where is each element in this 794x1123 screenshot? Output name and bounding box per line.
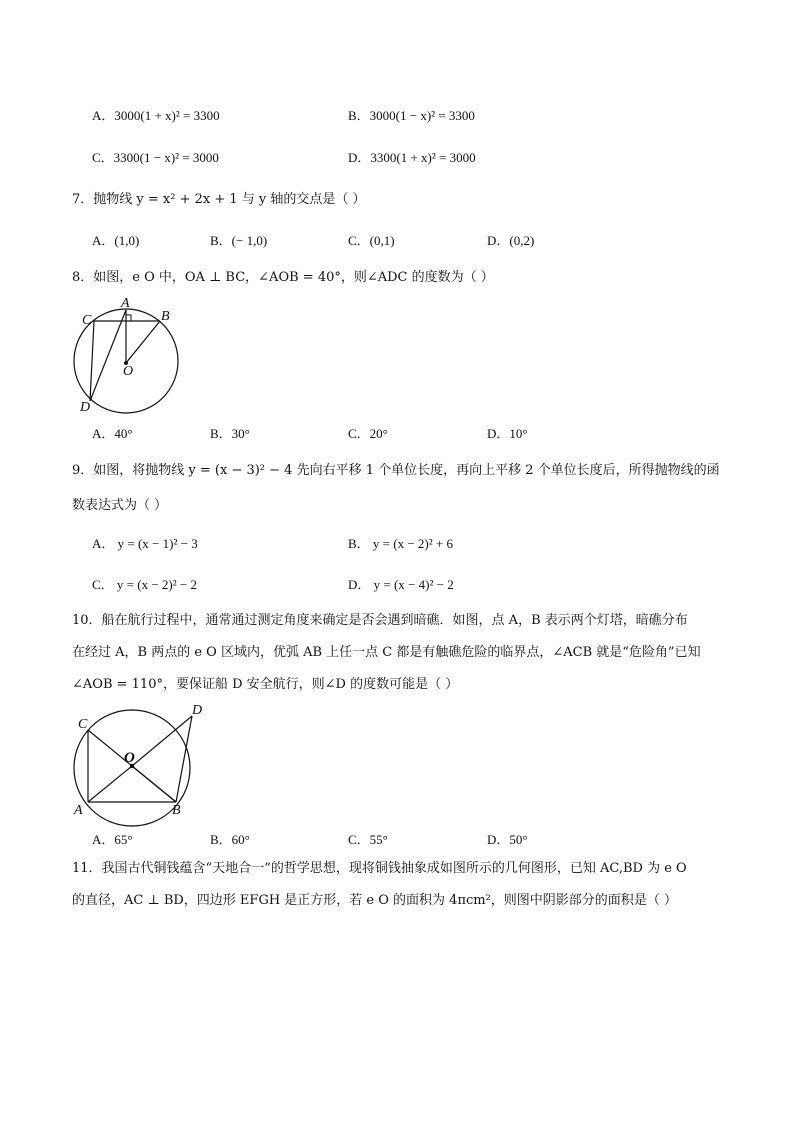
- q8-label-d: D: [80, 400, 91, 415]
- q6-option-a: A．3000(1 + x)² = 3300: [92, 108, 220, 123]
- q8-stem: 8．如图，e O 中，OA ⊥ BC，∠AOB = 40°，则∠ADC 的度数为（ ）: [72, 270, 494, 285]
- q10-option-d: D．50°: [487, 832, 528, 847]
- q10-label-o: O: [124, 750, 135, 766]
- q10-segment-ao: [88, 766, 132, 802]
- q6-option-c: C．3300(1 − x)² = 3000: [92, 150, 219, 165]
- q7-option-c: C．(0,1): [348, 233, 395, 248]
- q10-label-d: D: [192, 703, 203, 718]
- q8-option-a: A．40°: [92, 426, 133, 441]
- q9-stem-line2: 数表达式为（ ）: [72, 498, 168, 513]
- q9-option-a: A． y = (x − 1)² − 3: [92, 536, 198, 551]
- q9-option-b: B． y = (x − 2)² + 6: [348, 536, 453, 551]
- q8-segment-ad: [90, 310, 126, 401]
- q10-line2: 在经过 A，B 两点的 e O 区域内，优弧 AB 上任一点 C 都是有触礁危险的临界点，∠ACB 就是“危险角”已知: [72, 645, 701, 660]
- q10-label-b: B: [172, 803, 181, 818]
- q10-option-c: C．55°: [348, 832, 388, 847]
- q7-option-a: A．(1,0): [92, 233, 140, 248]
- q10-line1: 10．船在航行过程中，通常通过测定角度来确定是否会遇到暗礁．如图，点 A，B 表示两个灯塔，暗礁分布: [72, 613, 688, 628]
- q9-stem-line1: 9．如图，将抛物线 y = (x − 3)² − 4 先向右平移 1 个单位长度，再向上平移 2 个单位长度后，所得抛物线的函: [72, 463, 720, 478]
- q11-line2: 的直径，AC ⊥ BD，四边形 EFGH 是正方形，若 e O 的面积为 4πcm²，则图中阴影部分的面积是（ ）: [72, 893, 677, 908]
- q11-line1: 11．我国古代铜钱蕴含“天地合一”的哲学思想，现将铜钱抽象成如图所示的几何图形，已知 AC,BD 为 e O: [72, 861, 687, 876]
- q7-option-d: D．(0,2): [487, 233, 535, 248]
- q8-label-o: O: [123, 364, 134, 379]
- q6-option-d: D．3300(1 + x)² = 3000: [348, 150, 476, 165]
- q8-circle-figure: [72, 293, 184, 417]
- q8-option-b: B．30°: [210, 426, 250, 441]
- q9-option-d: D． y = (x − 4)² − 2: [348, 577, 454, 592]
- q10-segment-ob: [132, 766, 176, 802]
- q10-option-a: A．65°: [92, 832, 133, 847]
- q8-option-d: D．10°: [487, 426, 528, 441]
- q10-circle-figure: [70, 700, 212, 830]
- q8-segment-ob: [126, 321, 160, 363]
- q8-label-c: C: [82, 313, 92, 328]
- q9-option-c: C． y = (x − 2)² − 2: [92, 577, 197, 592]
- q7-stem: 7．抛物线 y = x² + 2x + 1 与 y 轴的交点是（ ）: [72, 192, 366, 207]
- q8-option-c: C．20°: [348, 426, 388, 441]
- q6-option-b: B．3000(1 − x)² = 3300: [348, 108, 475, 123]
- q8-right-angle-mark: [126, 315, 131, 321]
- q8-label-a: A: [121, 296, 130, 311]
- q10-label-c: C: [78, 717, 88, 732]
- q10-line3: ∠AOB = 110°，要保证船 D 安全航行，则∠D 的度数可能是（ ）: [72, 677, 459, 692]
- q7-option-b: B．(− 1,0): [210, 233, 268, 248]
- q8-label-b: B: [161, 309, 170, 324]
- q10-option-b: B．60°: [210, 832, 250, 847]
- q10-label-a: A: [74, 803, 83, 818]
- q8-segment-cd: [90, 321, 94, 401]
